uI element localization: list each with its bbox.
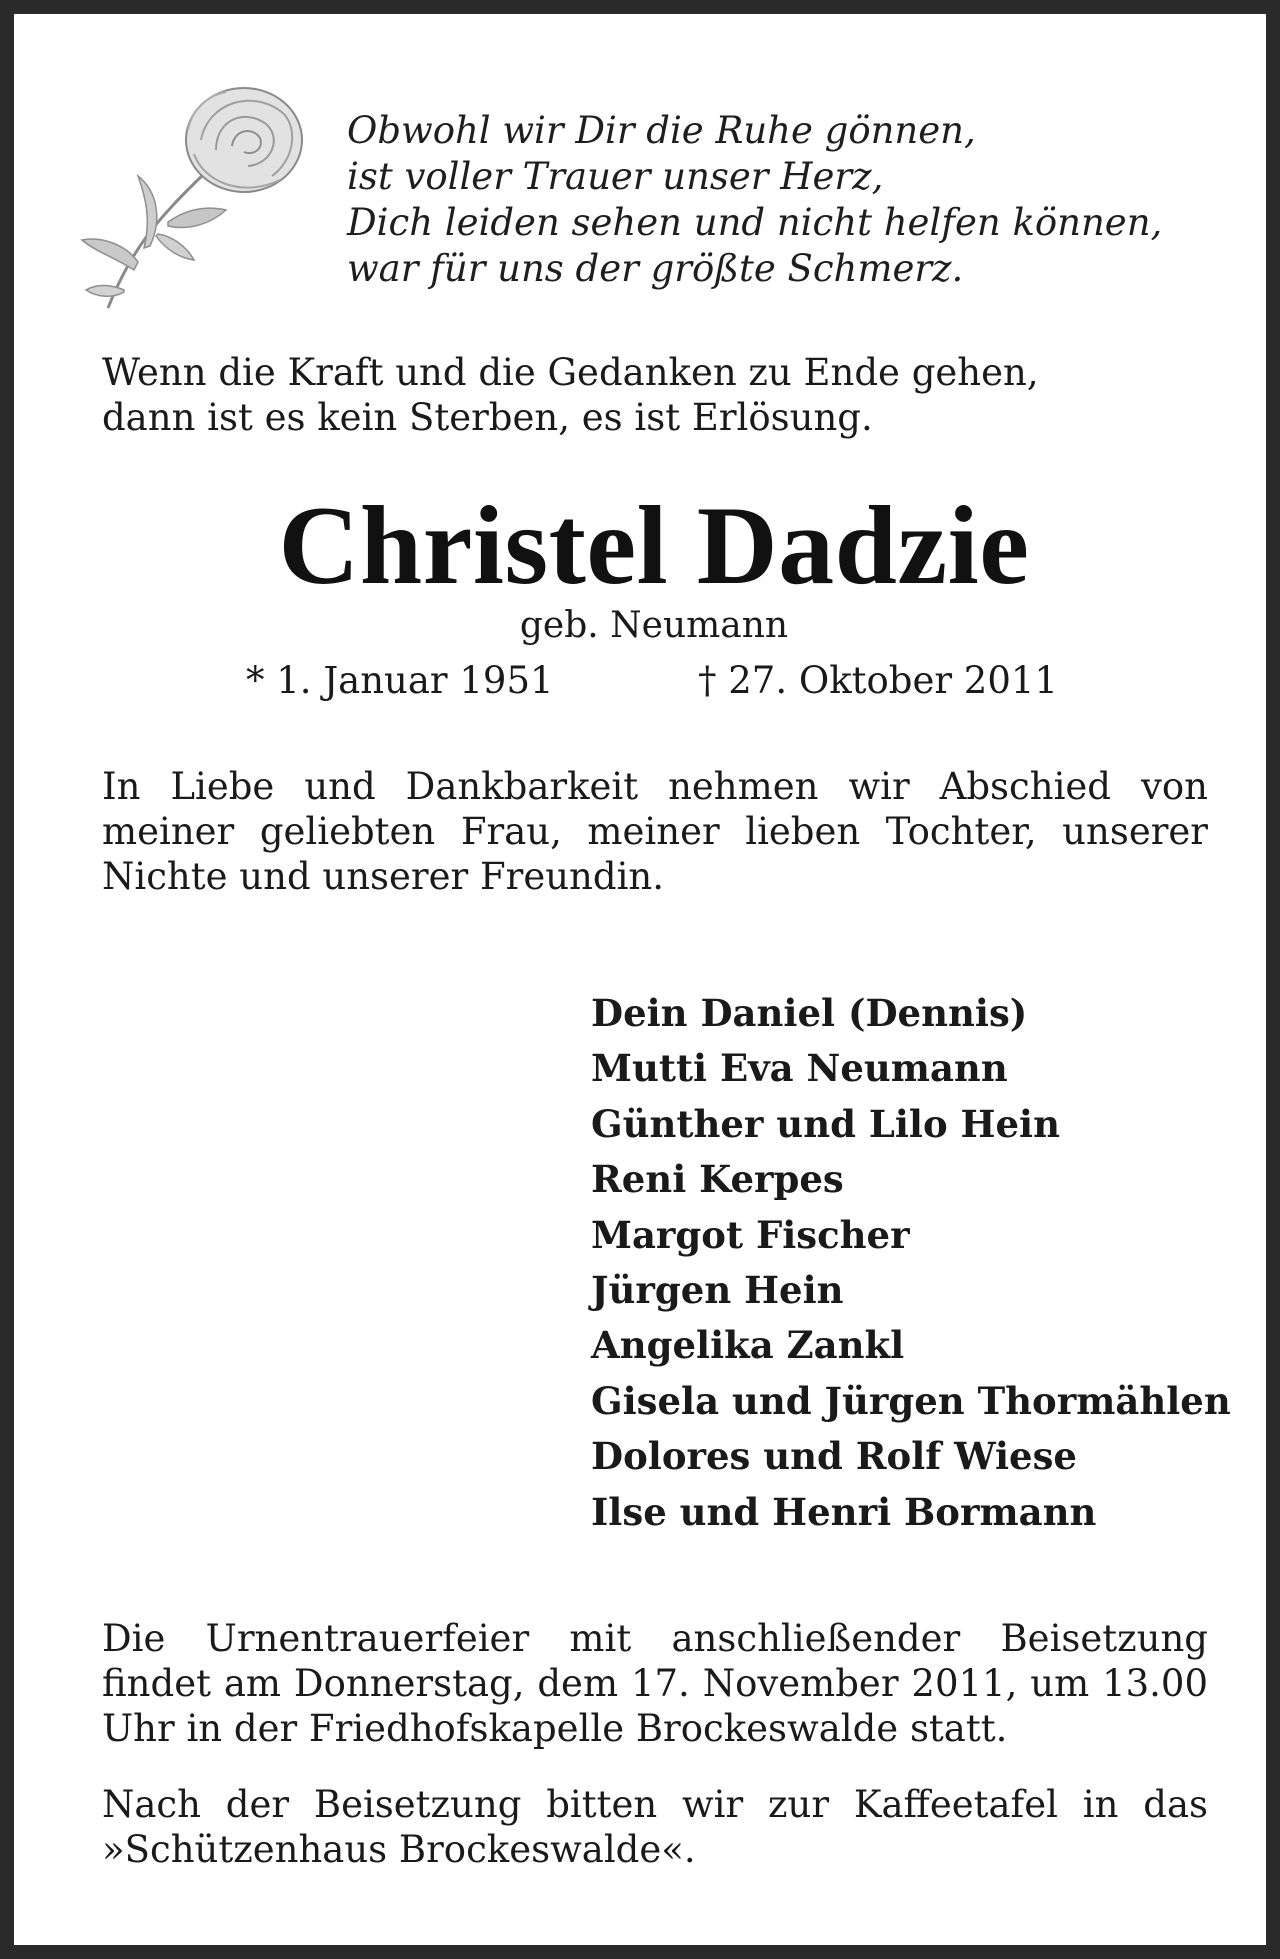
poem-line: Obwohl wir Dir die Ruhe gönnen, — [347, 109, 976, 152]
death-date: † 27. Oktober 2011 — [698, 659, 1058, 702]
deceased-name: Christel Dadzie — [278, 484, 1030, 608]
mourner-name: Dein Daniel (Dennis) — [591, 991, 1028, 1035]
mourner-name: Gisela und Jürgen Thormählen — [591, 1378, 1231, 1423]
poem-line: war für uns der größte Schmerz. — [347, 247, 964, 290]
epigraph-line: dann ist es kein Sterben, es ist Erlösung. — [102, 396, 873, 439]
mourner-name: Dolores und Rolf Wiese — [591, 1434, 1077, 1479]
reception-info: Nach der Beisetzung bitten wir zur Kaffeetafel in das »Schützenhaus Brockeswalde«. — [102, 1783, 1208, 1871]
mourners-list — [591, 986, 1231, 1540]
mourner-name: Margot Fischer — [591, 1212, 910, 1257]
poem-line: Dich leiden sehen und nicht helfen können, — [347, 201, 1163, 244]
service-info: Die Urnentrauerfeier mit anschließender Beisetzung findet am Donnerstag, dem 17. November 2011, um 13.00 Uhr in der Friedhofskapelle Brockeswalde statt. — [102, 1617, 1208, 1750]
birth-date: * 1. Januar 1951 — [246, 659, 554, 702]
farewell-text: In Liebe und Dankbarkeit nehmen wir Abschied von meiner geliebten Frau, meiner lieben Tochter, unserer Nichte und unserer Freundin. — [102, 765, 1208, 898]
mourner-name: Angelika Zankl — [591, 1323, 905, 1368]
mourner-name: Reni Kerpes — [591, 1157, 844, 1202]
poem — [347, 108, 1162, 292]
mourner-name: Günther und Lilo Hein — [591, 1101, 1061, 1146]
rose-icon — [76, 80, 311, 310]
poem-line: ist voller Trauer unser Herz, — [347, 155, 884, 198]
mourner-name: Jürgen Hein — [591, 1268, 844, 1313]
epigraph-line: Wenn die Kraft und die Gedanken zu Ende gehen, — [102, 351, 1039, 394]
mourner-name: Ilse und Henri Bormann — [591, 1489, 1097, 1534]
epigraph — [102, 350, 1039, 440]
maiden-name: geb. Neumann — [519, 605, 789, 646]
mourner-name: Mutti Eva Neumann — [591, 1046, 1008, 1091]
